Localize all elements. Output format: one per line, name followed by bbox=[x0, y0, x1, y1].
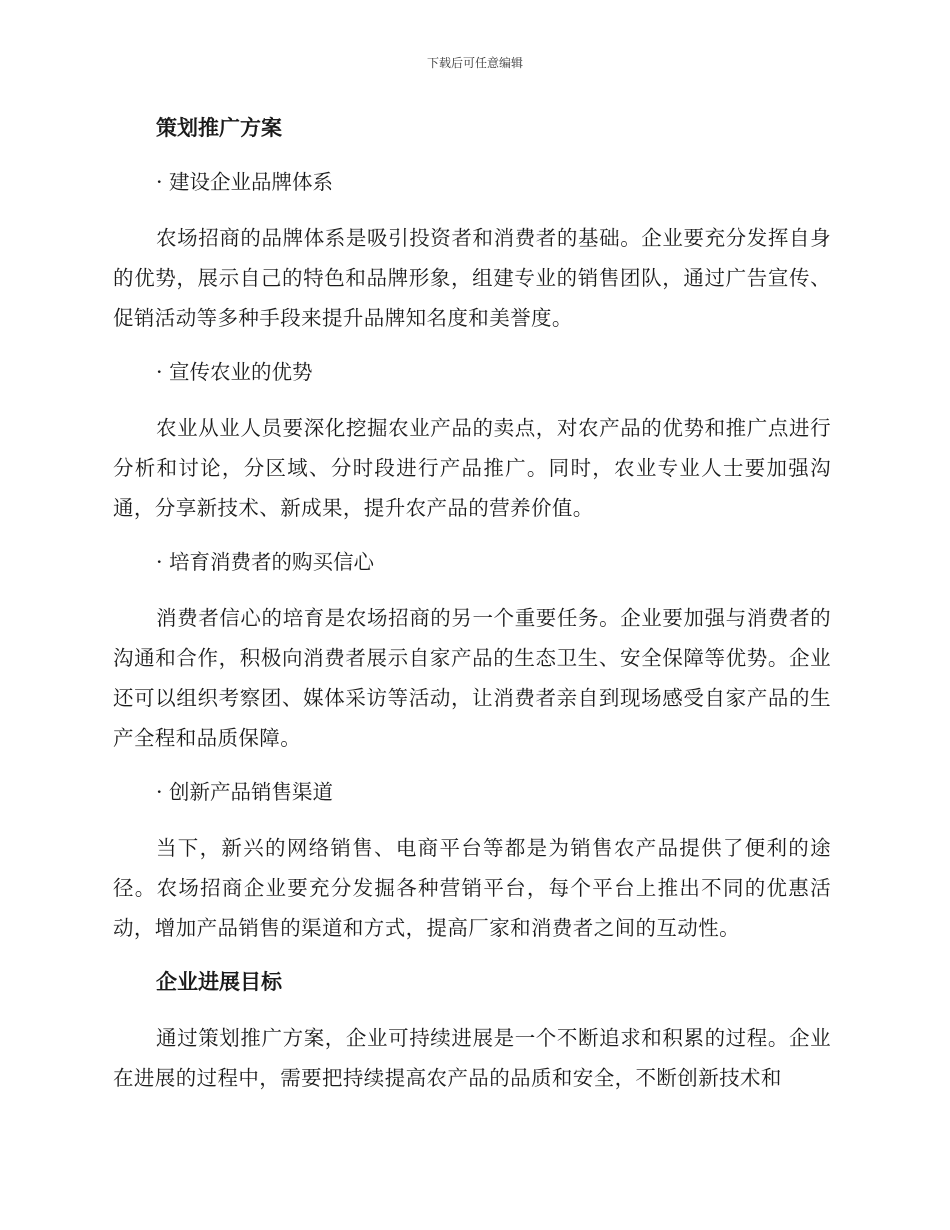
document-body bbox=[113, 110, 831, 1114]
paragraph-sales-channels: 当下，新兴的网络销售、电商平台等都是为销售农产品提供了便利的途径。农场招商企业要充分发掘各种营销平台，每个平台上推出不同的优惠活动，增加产品销售的渠道和方式，提高厂家和消费者之间的互动性。 bbox=[113, 836, 831, 940]
bullet-brand-system: · 建设企业品牌体系 bbox=[156, 170, 334, 194]
section-heading-development-goals: 企业进展目标 bbox=[156, 970, 282, 994]
paragraph-consumer-confidence: 消费者信心的培育是农场招商的另一个重要任务。企业要加强与消费者的沟通和合作，积极向消费者展示自家产品的生态卫生、安全保障等优势。企业还可以组织考察团、媒体采访等活动，让消费者亲自到现场感受自家产品的生产全程和品质保障。 bbox=[113, 606, 831, 750]
section-heading-promotion-plan: 策划推广方案 bbox=[156, 116, 282, 140]
page-header: 下载后可任意编辑 bbox=[426, 56, 523, 70]
paragraph-brand-system: 农场招商的品牌体系是吸引投资者和消费者的基础。企业要充分发挥自身的优势，展示自己的特色和品牌形象，组建专业的销售团队，通过广告宣传、促销活动等多种手段来提升品牌知名度和美誉度。 bbox=[113, 226, 831, 330]
bullet-sales-channels: · 创新产品销售渠道 bbox=[156, 780, 334, 804]
bullet-agriculture-advantages: · 宣传农业的优势 bbox=[156, 360, 313, 384]
paragraph-development-goals: 通过策划推广方案，企业可持续进展是一个不断追求和积累的过程。企业在进展的过程中，需要把持续提高农产品的品质和安全，不断创新技术和 bbox=[113, 1026, 831, 1090]
paragraph-agriculture-advantages: 农业从业人员要深化挖掘农业产品的卖点，对农产品的优势和推广点进行分析和讨论，分区域、分时段进行产品推广。同时，农业专业人士要加强沟通，分享新技术、新成果，提升农产品的营养价值。 bbox=[113, 416, 831, 520]
bullet-consumer-confidence: · 培育消费者的购买信心 bbox=[156, 550, 375, 574]
